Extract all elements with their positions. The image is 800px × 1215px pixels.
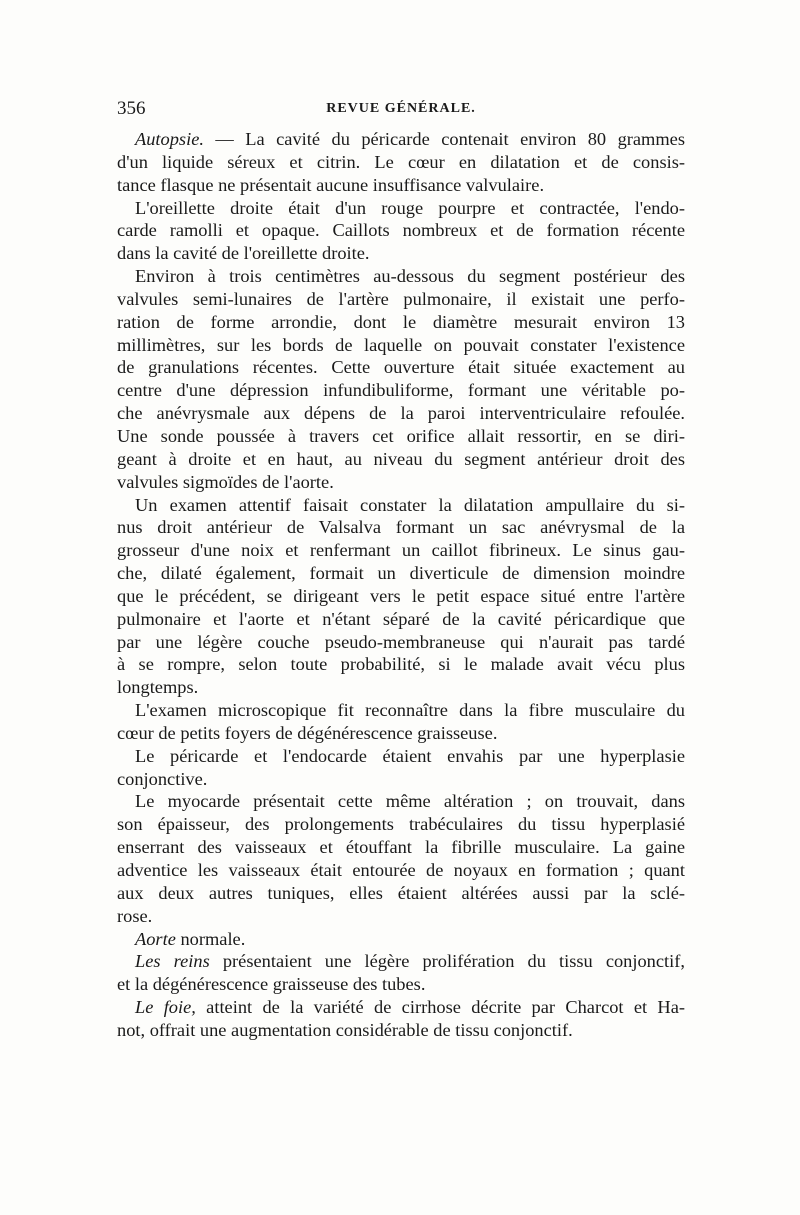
- line-text: et la dégénérescence graisseuse des tubes.: [117, 974, 426, 995]
- text-line: [117, 722, 685, 745]
- text-line: [117, 882, 685, 905]
- line-text: — La cavité du péricarde contenait environ 80 grammes: [203, 129, 685, 149]
- line-text: not, offrait une augmentation considérable de tissu conjonctif.: [117, 1019, 573, 1040]
- line-text: Un examen attentif faisait constater la dilatation ampullaire du si-: [135, 494, 685, 515]
- text-line: [117, 471, 685, 494]
- text-line: [117, 151, 685, 174]
- text-line: [117, 174, 685, 197]
- text-line: [117, 288, 685, 311]
- text-line: [117, 379, 685, 402]
- text-line: [117, 425, 685, 448]
- line-text: millimètres, sur les bords de laquelle on pouvait constater l'existence: [117, 334, 685, 355]
- text-line: [117, 197, 685, 220]
- paragraph: [117, 128, 685, 197]
- line-text: geant à droite et en haut, au niveau du segment antérieur droit des: [117, 448, 685, 469]
- line-text: grosseur d'une noix et renfermant un caillot fibrineux. Le sinus gau-: [117, 540, 685, 561]
- text-line: [117, 1019, 685, 1042]
- paragraph: [117, 950, 685, 996]
- line-text: par une légère couche pseudo-membraneuse qui n'aurait pas tardé: [117, 631, 685, 652]
- paragraph: [117, 197, 685, 266]
- line-text: ration de forme arrondie, dont le diamètre mesurait environ 13: [117, 311, 685, 332]
- page-number: 356: [117, 98, 146, 119]
- page-header: [117, 98, 685, 124]
- line-text: normale.: [175, 928, 246, 949]
- text-line: [117, 562, 685, 585]
- line-text: cœur de petits foyers de dégénérescence graisseuse.: [117, 722, 498, 743]
- italic-lead: Les reins: [135, 951, 210, 972]
- article-body: [117, 128, 685, 1042]
- paragraph: [117, 494, 685, 700]
- line-text: aux deux autres tuniques, elles étaient altérées aussi par la sclé-: [117, 882, 685, 903]
- line-text: conjonctive.: [117, 768, 208, 789]
- line-text: son épaisseur, des prolongements trabéculaires du tissu hyperplasié: [117, 814, 685, 835]
- line-text: carde ramolli et opaque. Caillots nombreux et de formation récente: [117, 220, 685, 241]
- text-line: [117, 813, 685, 836]
- line-text: Le péricarde et l'endocarde étaient envahis par une hyperplasie: [135, 745, 685, 766]
- text-line: [117, 334, 685, 357]
- text-line: [117, 905, 685, 928]
- line-text: d'un liquide séreux et citrin. Le cœur en dilatation et de consis-: [117, 151, 685, 172]
- paragraph: [117, 745, 685, 791]
- line-text: Le myocarde présentait cette même altération ; on trouvait, dans: [135, 791, 685, 812]
- line-text: de granulations récentes. Cette ouverture était située exactement au: [117, 357, 685, 378]
- text-line: [117, 790, 685, 813]
- text-line: [117, 242, 685, 265]
- text-line: [117, 996, 685, 1019]
- italic-lead: Aorte: [135, 928, 176, 949]
- line-text: valvules semi-lunaires de l'artère pulmonaire, il existait une perfo-: [117, 288, 685, 309]
- paragraph: [117, 790, 685, 927]
- line-text: Environ à trois centimètres au-dessous du segment postérieur des: [135, 266, 685, 287]
- text-line: [117, 768, 685, 791]
- line-text: tance flasque ne présentait aucune insuffisance valvulaire.: [117, 174, 545, 195]
- paragraph: [117, 699, 685, 745]
- line-text: L'oreillette droite était d'un rouge pourpre et contractée, l'endo-: [135, 197, 685, 218]
- line-text: L'examen microscopique fit reconnaître dans la fibre musculaire du: [135, 700, 685, 721]
- text-line: [117, 356, 685, 379]
- text-line: [117, 676, 685, 699]
- text-line: [117, 516, 685, 539]
- text-line: [117, 745, 685, 768]
- text-line: [117, 928, 685, 951]
- text-line: [117, 494, 685, 517]
- paragraph: [117, 265, 685, 493]
- text-line: [117, 402, 685, 425]
- text-line: [117, 265, 685, 288]
- line-text: enserrant des vaisseaux et étouffant la fibrille musculaire. La gaine: [117, 837, 685, 858]
- text-line: [117, 608, 685, 631]
- text-line: [117, 539, 685, 562]
- text-line: [117, 836, 685, 859]
- text-line: [117, 950, 685, 973]
- line-text: pulmonaire et l'aorte et n'étant séparé de la cavité péricardique que: [117, 608, 685, 629]
- text-line: [117, 859, 685, 882]
- text-line: [117, 448, 685, 471]
- text-line: [117, 973, 685, 996]
- line-text: centre d'une dépression infundibuliforme, formant une véritable po-: [117, 380, 685, 401]
- italic-lead: Autopsie.: [135, 129, 204, 149]
- line-text: longtemps.: [117, 677, 199, 698]
- line-text: rose.: [117, 905, 153, 926]
- text-line: [117, 311, 685, 334]
- line-text: adventice les vaisseaux était entourée de noyaux en formation ; quant: [117, 860, 685, 880]
- line-text: nus droit antérieur de Valsalva formant un sac anévrysmal de la: [117, 517, 685, 538]
- text-line: [117, 631, 685, 654]
- line-text: atteint de la variété de cirrhose décrite par Charcot et Ha-: [195, 997, 685, 1018]
- text-line: [117, 653, 685, 676]
- line-text: che, dilaté également, formait un diverticule de dimension moindre: [117, 563, 685, 584]
- line-text: Une sonde poussée à travers cet orifice allait ressortir, en se diri-: [117, 425, 685, 446]
- line-text: que le précédent, se dirigeant vers le petit espace situé entre l'artère: [117, 585, 685, 606]
- text-line: [117, 219, 685, 242]
- text-line: [117, 699, 685, 722]
- text-line: [117, 128, 685, 151]
- line-text: dans la cavité de l'oreillette droite.: [117, 243, 370, 264]
- paragraph: [117, 996, 685, 1042]
- line-text: valvules sigmoïdes de l'aorte.: [117, 471, 334, 492]
- line-text: présentaient une légère prolifération du tissu conjonctif,: [209, 951, 685, 972]
- line-text: che anévrysmale aux dépens de la paroi interventriculaire refoulée.: [117, 403, 685, 424]
- text-line: [117, 585, 685, 608]
- running-head: REVUE GÉNÉRALE.: [326, 101, 476, 116]
- line-text: à se rompre, selon toute probabilité, si le malade avait vécu plus: [117, 654, 685, 675]
- paragraph: [117, 928, 685, 951]
- italic-lead: Le foie,: [135, 997, 196, 1018]
